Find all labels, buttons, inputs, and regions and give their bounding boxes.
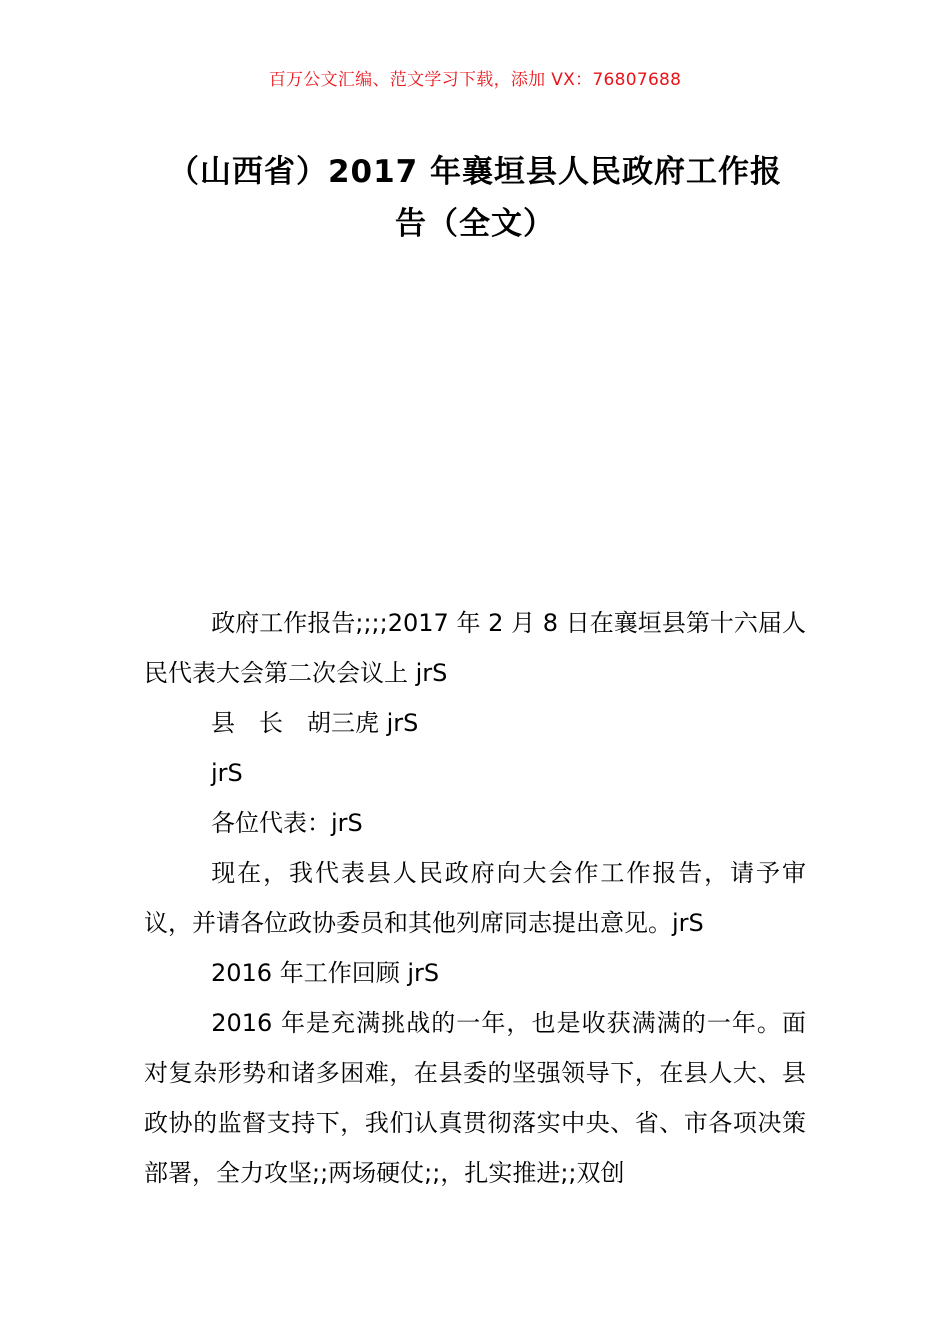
document-body <box>144 598 806 1198</box>
title-line-2: 告（全文） <box>395 206 555 242</box>
paragraph-report-info: 政府工作报告;;;;2017 年 2 月 8 日在襄垣县第十六届人民代表大会第二次会议上 jrS <box>144 609 806 687</box>
paragraph-author: 县 长 胡三虎 jrS <box>211 709 419 737</box>
section-heading: 2016 年工作回顾 jrS <box>211 959 440 987</box>
paragraph-intro: 现在，我代表县人民政府向大会作工作报告，请予审议，并请各位政协委员和其他列席同志提出意见。jrS <box>144 859 806 937</box>
paragraph-review: 2016 年是充满挑战的一年，也是收获满满的一年。面对复杂形势和诸多困难，在县委的坚强领导下，在县人大、县政协的监督支持下，我们认真贯彻落实中央、省、市各项决策部署，全力攻坚;;两场硬仗;;，扎实推进;;双创 <box>144 1009 806 1187</box>
document-title <box>140 146 810 250</box>
title-line-1: （山西省）2017 年襄垣县人民政府工作报 <box>167 154 783 190</box>
paragraph-salutation: 各位代表：jrS <box>211 809 363 837</box>
paragraph-marker: jrS <box>211 759 243 787</box>
watermark-header: 百万公文汇编、范文学习下载，添加 VX：76807688 <box>268 70 682 90</box>
